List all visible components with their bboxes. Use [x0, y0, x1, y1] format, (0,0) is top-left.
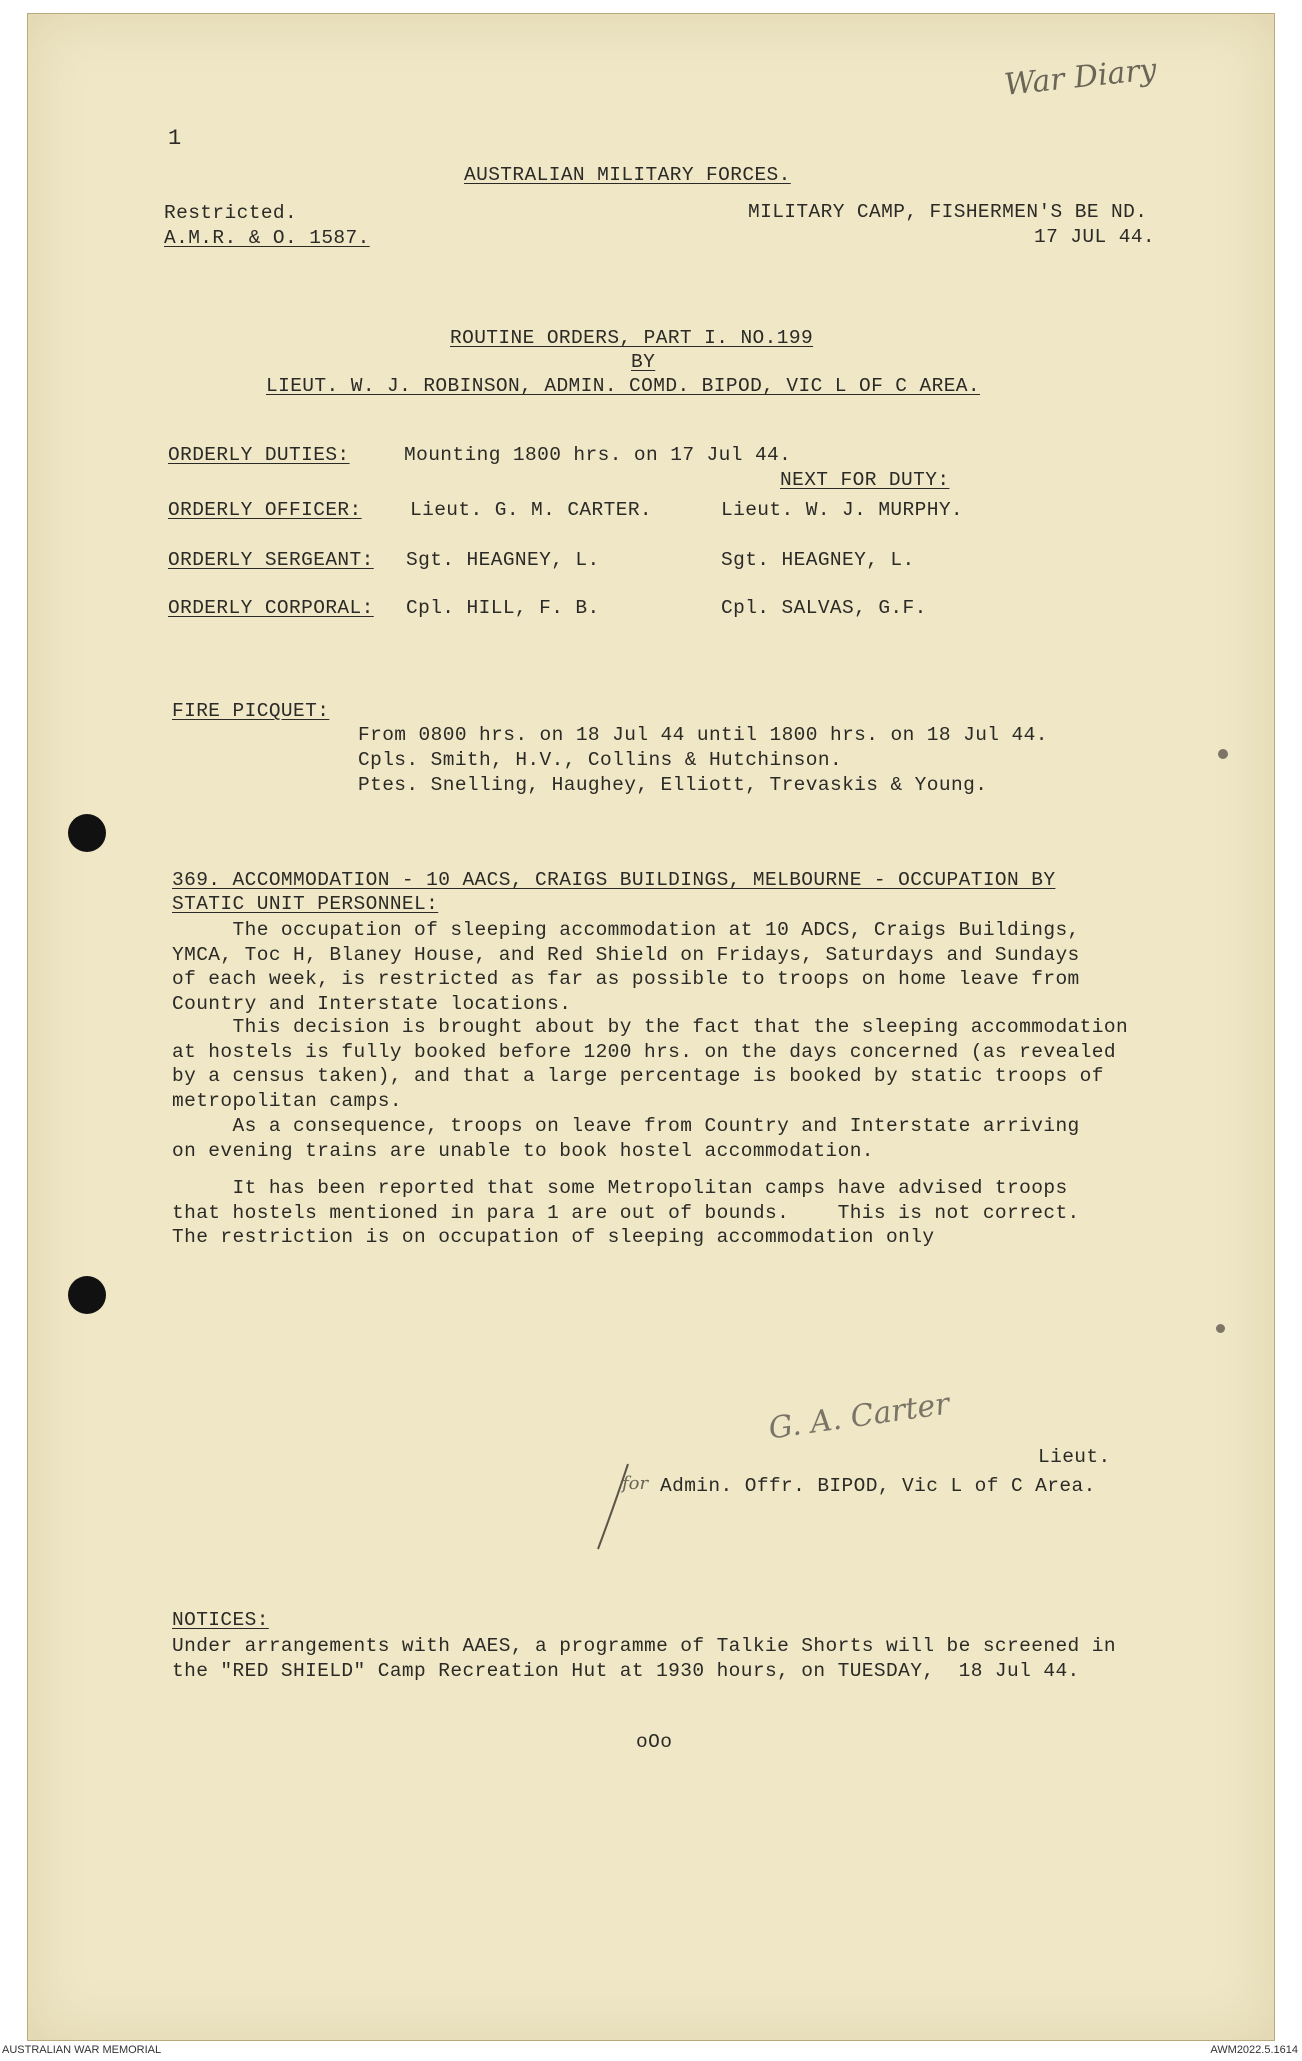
orderly-officer-current: Lieut. G. M. CARTER.	[410, 499, 653, 521]
end-mark: oOo	[636, 1731, 673, 1753]
signature-stroke	[588, 1454, 648, 1564]
order-369-paragraph: The occupation of sleeping accommodation at 10 ADCS, Craigs Buildings, YMCA, Toc H, Blaney House, and Red Shield on Fridays, Saturdays and Sundays of each week, is restricted as far as possible to troops on home leave from Country and Interstate locations.	[172, 919, 1080, 1015]
orderly-sergeant-next: Sgt. HEAGNEY, L.	[721, 549, 915, 571]
order-369-heading-cont: STATIC UNIT PERSONNEL:	[172, 893, 439, 915]
order-369-paragraph: It has been reported that some Metropolitan camps have advised troops that hostels mentioned in para 1 are out of bounds. This is not correct. The restriction is on occupation of sleeping accommodation only	[172, 1177, 1080, 1248]
signature: G. A. Carter	[766, 1386, 952, 1447]
issue-date: 17 JUL 44.	[1034, 226, 1156, 248]
document-page	[28, 14, 1274, 2040]
paper-speck	[1218, 749, 1228, 759]
signature-for-mark: for	[622, 1473, 649, 1494]
notices-text: Under arrangements with AAES, a programme of Talkie Shorts will be screened in the "RED SHIELD" Camp Recreation Hut at 1930 hours, on TUESDAY, 18 Jul 44.	[172, 1635, 1116, 1682]
location: MILITARY CAMP, FISHERMEN'S BE ND.	[748, 201, 1148, 223]
footer-credit: AUSTRALIAN WAR MEMORIAL	[2, 2044, 162, 2056]
orders-authority: LIEUT. W. J. ROBINSON, ADMIN. COMD. BIPOD, VIC L OF C AREA.	[266, 375, 981, 397]
orderly-duties-label: ORDERLY DUTIES:	[168, 444, 350, 466]
signature-line: Admin. Offr. BIPOD, Vic L of C Area.	[660, 1475, 1096, 1497]
orderly-officer-label: ORDERLY OFFICER:	[168, 499, 362, 521]
fire-picquet-line: From 0800 hrs. on 18 Jul 44 until 1800 hrs. on 18 Jul 44.	[358, 724, 1048, 746]
orderly-corporal-current: Cpl. HILL, F. B.	[406, 597, 600, 619]
orderly-sergeant-label: ORDERLY SERGEANT:	[168, 549, 374, 571]
orderly-sergeant-current: Sgt. HEAGNEY, L.	[406, 549, 600, 571]
orders-title: ROUTINE ORDERS, PART I. NO.199	[450, 327, 814, 349]
handwritten-note: War Diary	[1002, 52, 1159, 103]
paper-speck	[1216, 1324, 1225, 1333]
orders-by: BY	[631, 351, 656, 373]
orderly-corporal-label: ORDERLY CORPORAL:	[168, 597, 374, 619]
footer-reference: AWM2022.5.1614	[1210, 2044, 1298, 2056]
punch-hole-bottom	[68, 1276, 106, 1314]
orderly-officer-next: Lieut. W. J. MURPHY.	[721, 499, 964, 521]
org-title: AUSTRALIAN MILITARY FORCES.	[464, 164, 791, 186]
amr-reference: A.M.R. & O. 1587.	[164, 227, 370, 249]
fire-picquet-line: Ptes. Snelling, Haughey, Elliott, Trevaskis & Young.	[358, 774, 988, 796]
orderly-corporal-next: Cpl. SALVAS, G.F.	[721, 597, 927, 619]
punch-hole-top	[68, 814, 106, 852]
restriction-label: Restricted.	[164, 202, 298, 224]
signature-rank: Lieut.	[1038, 1446, 1111, 1468]
next-for-duty-heading: NEXT FOR DUTY:	[780, 469, 950, 491]
order-369-paragraph: As a consequence, troops on leave from Country and Interstate arriving on evening trains are unable to book hostel accommodation.	[172, 1115, 1080, 1162]
page-mark: 1	[168, 126, 182, 151]
order-369-heading: 369. ACCOMMODATION - 10 AACS, CRAIGS BUILDINGS, MELBOURNE - OCCUPATION BY	[172, 869, 1056, 891]
fire-picquet-line: Cpls. Smith, H.V., Collins & Hutchinson.	[358, 749, 843, 771]
notices-label: NOTICES:	[172, 1609, 269, 1631]
order-369-paragraph: This decision is brought about by the fact that the sleeping accommodation at hostels is fully booked before 1200 hrs. on the days concerned (as revealed by a census taken), and that a large percentage is booked by static troops of metropolitan camps.	[172, 1016, 1129, 1112]
fire-picquet-label: FIRE PICQUET:	[172, 700, 330, 722]
orderly-duties-value: Mounting 1800 hrs. on 17 Jul 44.	[404, 444, 792, 466]
